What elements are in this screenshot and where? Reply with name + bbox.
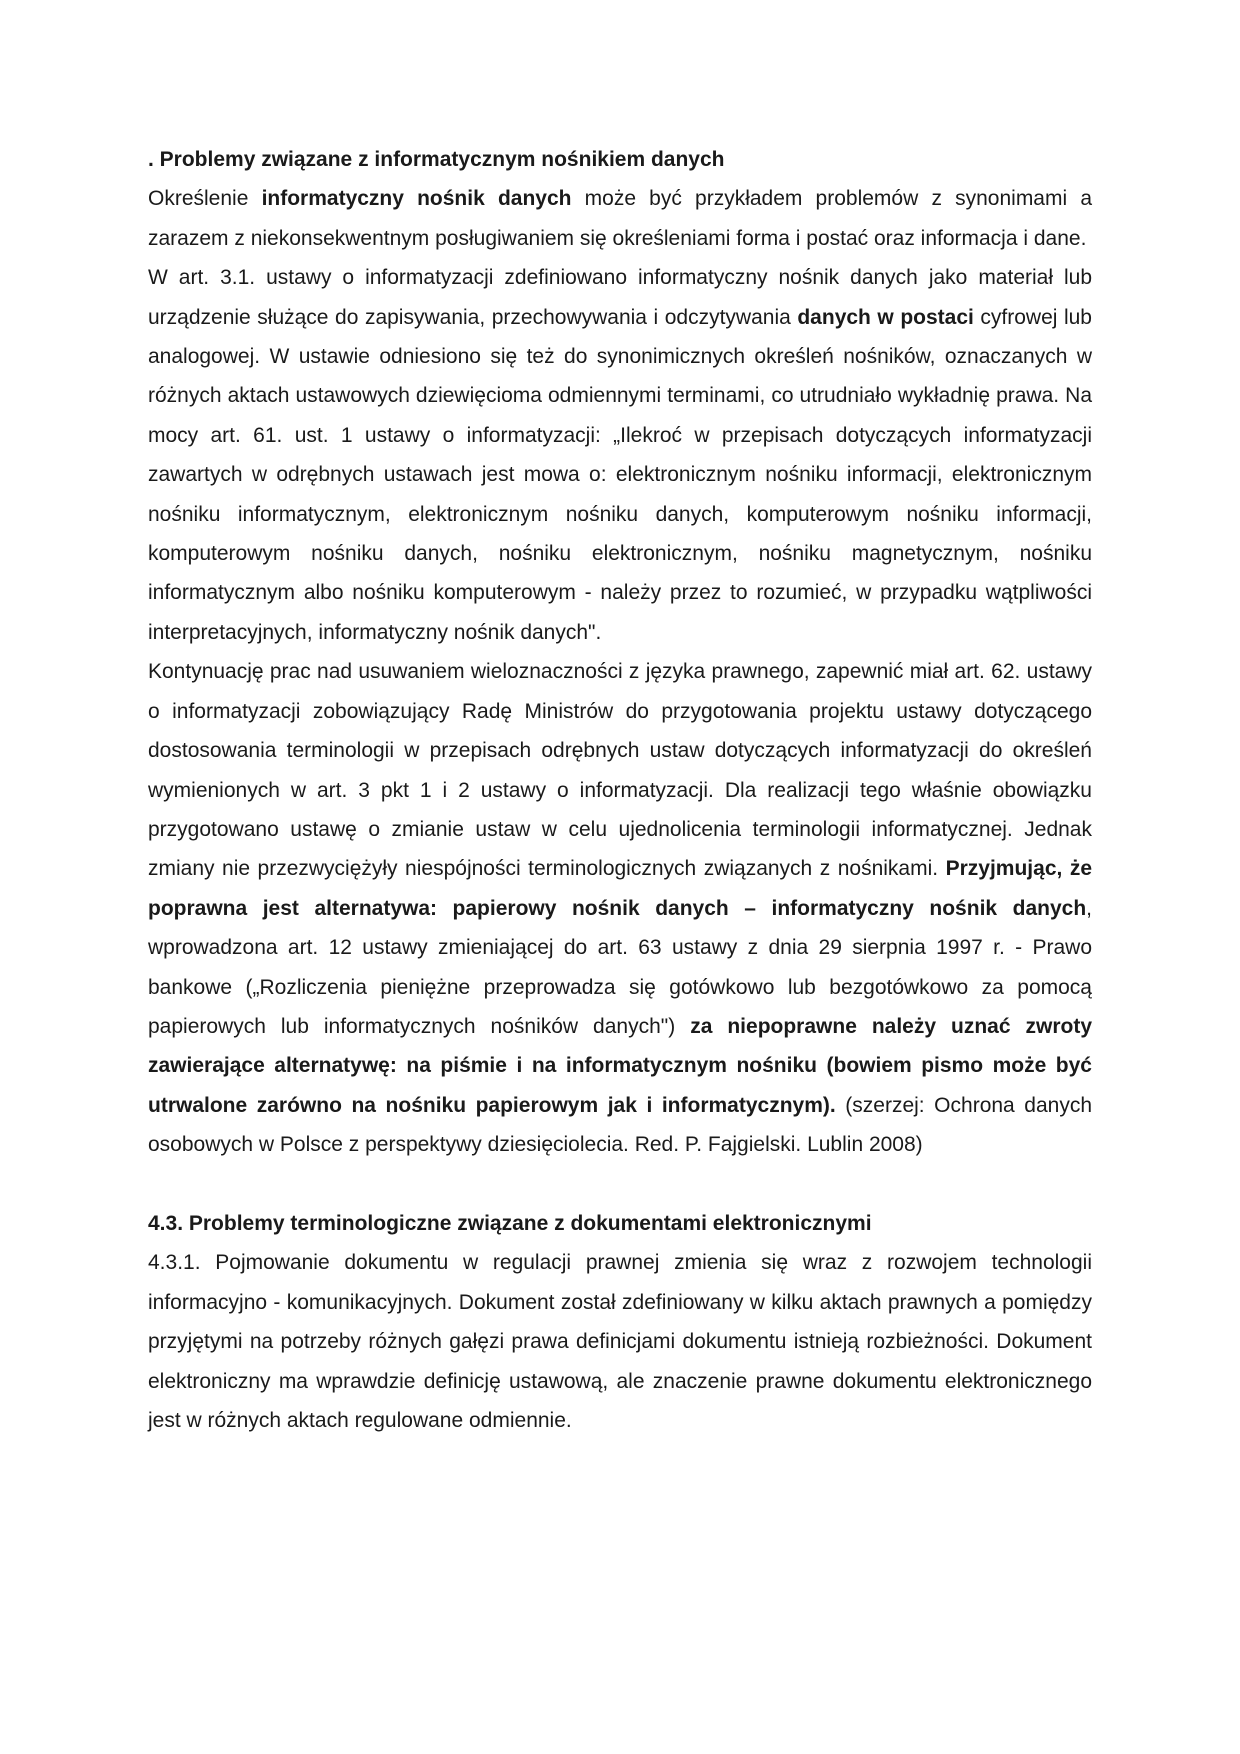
bold-text: danych w postaci — [797, 305, 974, 329]
section-heading: . Problemy związane z informatycznym nośnikiem danych — [148, 148, 725, 171]
bold-text: informatyczny nośnik danych — [261, 187, 572, 211]
paragraph-spacer — [148, 1165, 1092, 1204]
bold-text: Przyjmując, że poprawna jest alternatywa: papierowy nośnik danych – informatyczny nośnik danych — [148, 857, 1093, 920]
paragraph-text: Kontynuację prac nad usuwaniem wieloznaczności z języka prawnego, zapewnić miał art. 62. ustawy o informatyzacji zobowiązujący Radę Ministrów do przygotowania projektu ustawy dotyczącego dostosowania terminologii w przepisach odrębnych ustaw dotyczących informatyzacji do określeń wymienionych w art. 3 pkt 1 i 2 ustawy o informatyzacji. Dla realizacji tego właśnie obowiązku przygotowano ustawę o zmianie ustaw w celu ujednolicenia terminologii informatycznej. Jednak zmiany nie przezwyciężyły niespójności terminologicznych związanych z nośnikami. — [148, 660, 1092, 881]
paragraph-text: W art. 3.1. ustawy o informatyzacji zdefiniowano informatyczny nośnik danych jako materiał lub urządzenie służące do zapisywania, przechowywania i odczytywania — [148, 266, 1092, 329]
paragraph-text: cyfrowej lub analogowej. W ustawie odniesiono się też do synonimicznych określeń nośników, oznaczanych w różnych aktach ustawowych dziewięcioma odmiennymi terminami, co utrudniało wykładnię prawa. Na mocy art. 61. ust. 1 ustawy o informatyzacji: „Ilekroć w przepisach dotyczących informatyzacji zawartych w odrębnych ustawach jest mowa o: elektronicznym nośniku informacji, elektronicznym nośniku informatycznym, elektronicznym nośniku danych, komputerowym nośniku informacji, komputerowym nośniku danych, nośniku elektronicznym, nośniku magnetycznym, nośniku informatycznym albo nośniku komputerowym - należy przez to rozumieć, w przypadku wątpliwości interpretacyjnych, informatyczny nośnik danych". — [148, 305, 1092, 644]
paragraph-text: może być przykładem problemów z synonimami a zarazem z niekonsekwentnym posługiwaniem się określeniami forma i postać oraz informacja i dane. — [148, 187, 1092, 250]
paragraph: 4.3.1. Pojmowanie dokumentu w regulacji prawnej zmienia się wraz z rozwojem technologii informacyjno - komunikacyjnych. Dokument został zdefiniowany w kilku aktach prawnych a pomiędzy przyjętymi na potrzeby różnych gałęzi prawa definicjami dokumentu istnieją rozbieżności. Dokument elektroniczny ma wprawdzie definicję ustawową, ale znaczenie prawne dokumentu elektronicznego jest w różnych aktach regulowane odmiennie. — [148, 1251, 1092, 1432]
section-heading: 4.3. Problemy terminologiczne związane z dokumentami elektronicznymi — [148, 1211, 872, 1235]
paragraph — [148, 258, 1092, 652]
paragraph-text: (szerzej: Ochrona danych osobowych w Polsce z perspektywy dziesięciolecia. Red. P. Fajgielski. Lublin 2008) — [148, 1093, 1093, 1157]
paragraph — [148, 652, 1092, 1164]
bold-text: za niepoprawne należy uznać zwroty zawierające alternatywę: na piśmie i na informatycznym nośniku (bowiem pismo może być utrwalone zarówno na nośniku papierowym jak i informatycznym). — [148, 1014, 1092, 1117]
paragraph-text: , wprowadzona art. 12 ustawy zmieniającej do art. 63 ustawy z dnia 29 sierpnia 1997 r. - Prawo bankowe („Rozliczenia pieniężne przeprowadza się gotówkowo lub bezgotówkowo za pomocą papierowych lub informatycznych nośników danych") — [148, 896, 1092, 1038]
document-body — [148, 140, 1092, 1440]
paragraph-text: Określenie — [148, 187, 262, 211]
paragraph — [148, 179, 1092, 258]
